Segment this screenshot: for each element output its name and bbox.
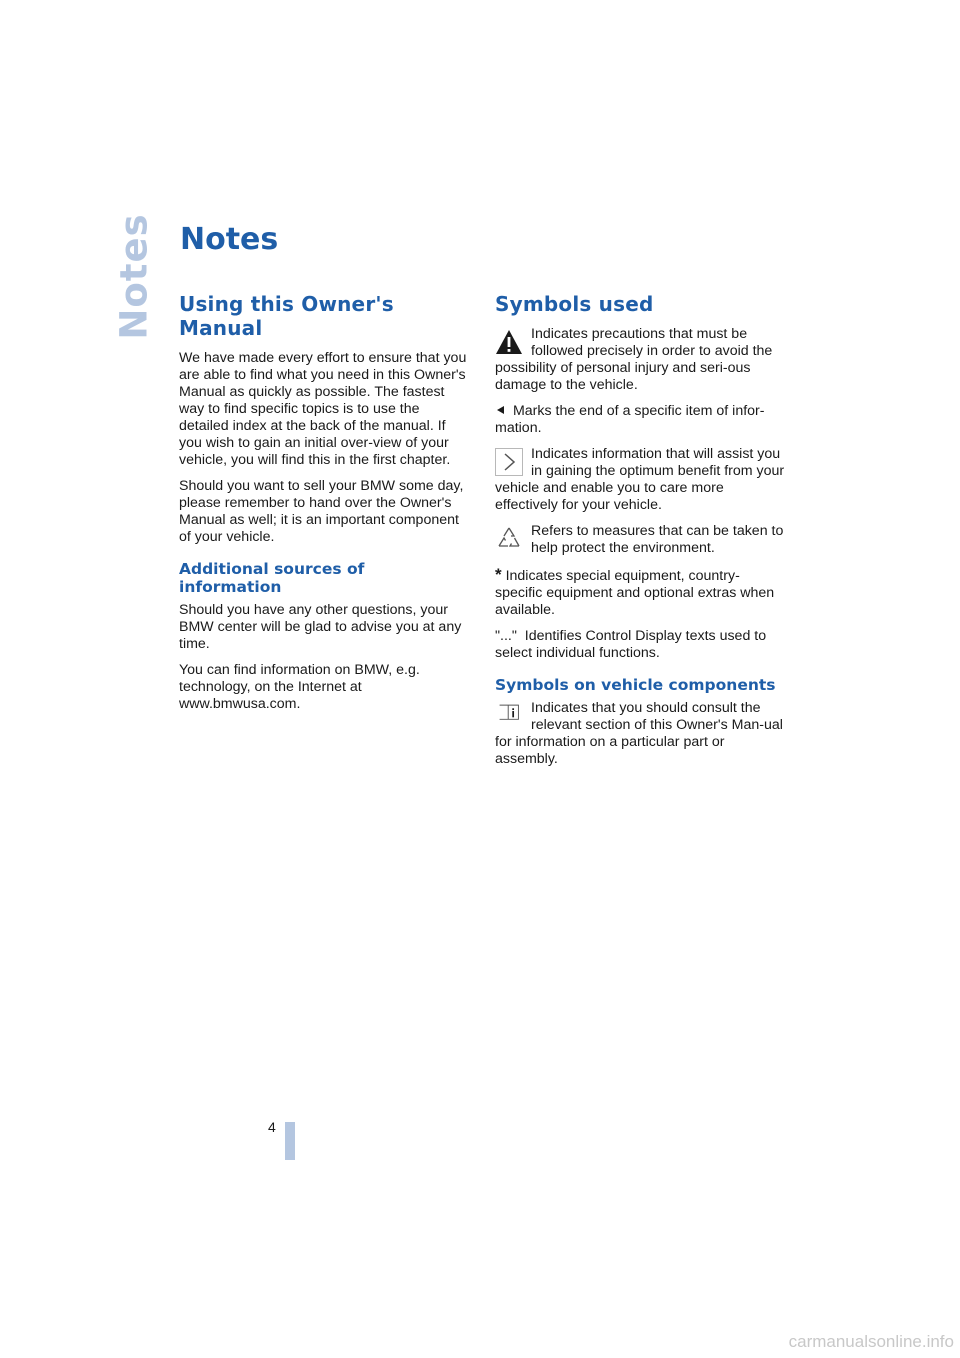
tip-arrow-icon bbox=[495, 448, 523, 476]
end-mark-text: Marks the end of a specific item of infor-mation. bbox=[495, 403, 765, 436]
recycle-icon bbox=[495, 525, 523, 553]
page-bar bbox=[285, 1122, 295, 1160]
end-mark-icon bbox=[495, 405, 505, 415]
page-number: 4 bbox=[268, 1119, 276, 1135]
paragraph: We have made every effort to ensure that you are able to find what you need in this Owner's Manual as quickly as possible. The fastest way to find specific topics is to use the detailed index at the back of the manual. If you wish to gain an initial over-view of your vehicle, you will find this in the first chapter. bbox=[179, 350, 467, 468]
quote-text: Identifies Control Display texts used to select individual functions. bbox=[495, 628, 767, 661]
symbol-tip-item bbox=[495, 446, 787, 514]
star-symbol: * bbox=[495, 565, 502, 584]
page-title: Notes bbox=[180, 222, 279, 257]
side-tab bbox=[112, 212, 156, 340]
symbol-quote-item bbox=[495, 628, 787, 662]
left-column bbox=[179, 292, 471, 722]
symbol-end-mark-item bbox=[495, 403, 787, 437]
tip-text: Indicates information that will assist you in gaining the optimum benefit from your vehicle and enable you to care more effectively for your vehicle. bbox=[495, 446, 785, 513]
quote-symbol: "..." bbox=[495, 628, 517, 644]
subsection-heading-sources: Additional sources of information bbox=[179, 560, 365, 596]
right-column bbox=[495, 292, 787, 777]
paragraph: Should you have any other questions, your BMW center will be glad to advise you at any time. bbox=[179, 602, 462, 652]
warning-text: Indicates precautions that must be followed precisely in order to avoid the possibility of personal injury and seri-ous damage to the vehicle. bbox=[495, 326, 773, 393]
section-heading-manual: Using this Owner's Manual bbox=[179, 292, 394, 340]
environment-text: Refers to measures that can be taken to help protect the environment. bbox=[531, 523, 784, 556]
symbol-environment-item bbox=[495, 523, 787, 557]
warning-triangle-icon bbox=[495, 328, 523, 356]
side-tab-label: Notes bbox=[112, 212, 156, 340]
paragraph: You can find information on BMW, e.g. technology, on the Internet at www.bmwusa.com. bbox=[179, 662, 420, 712]
subsection-heading-components: Symbols on vehicle components bbox=[495, 676, 776, 694]
symbol-warning-item bbox=[495, 326, 787, 394]
watermark: carmanualsonline.info bbox=[788, 1332, 954, 1351]
paragraph: Should you want to sell your BMW some day, please remember to hand over the Owner's Manual as well; it is an important component of your vehicle. bbox=[179, 478, 464, 545]
star-text: Indicates special equipment, country-specific equipment and optional extras when available. bbox=[495, 568, 775, 618]
section-heading-symbols: Symbols used bbox=[495, 292, 654, 316]
component-text: Indicates that you should consult the relevant section of this Owner's Man-ual for information on a particular part or assembly. bbox=[495, 700, 783, 767]
book-info-icon bbox=[495, 702, 523, 724]
symbol-component-item bbox=[495, 700, 787, 768]
symbol-star-item bbox=[495, 566, 787, 619]
